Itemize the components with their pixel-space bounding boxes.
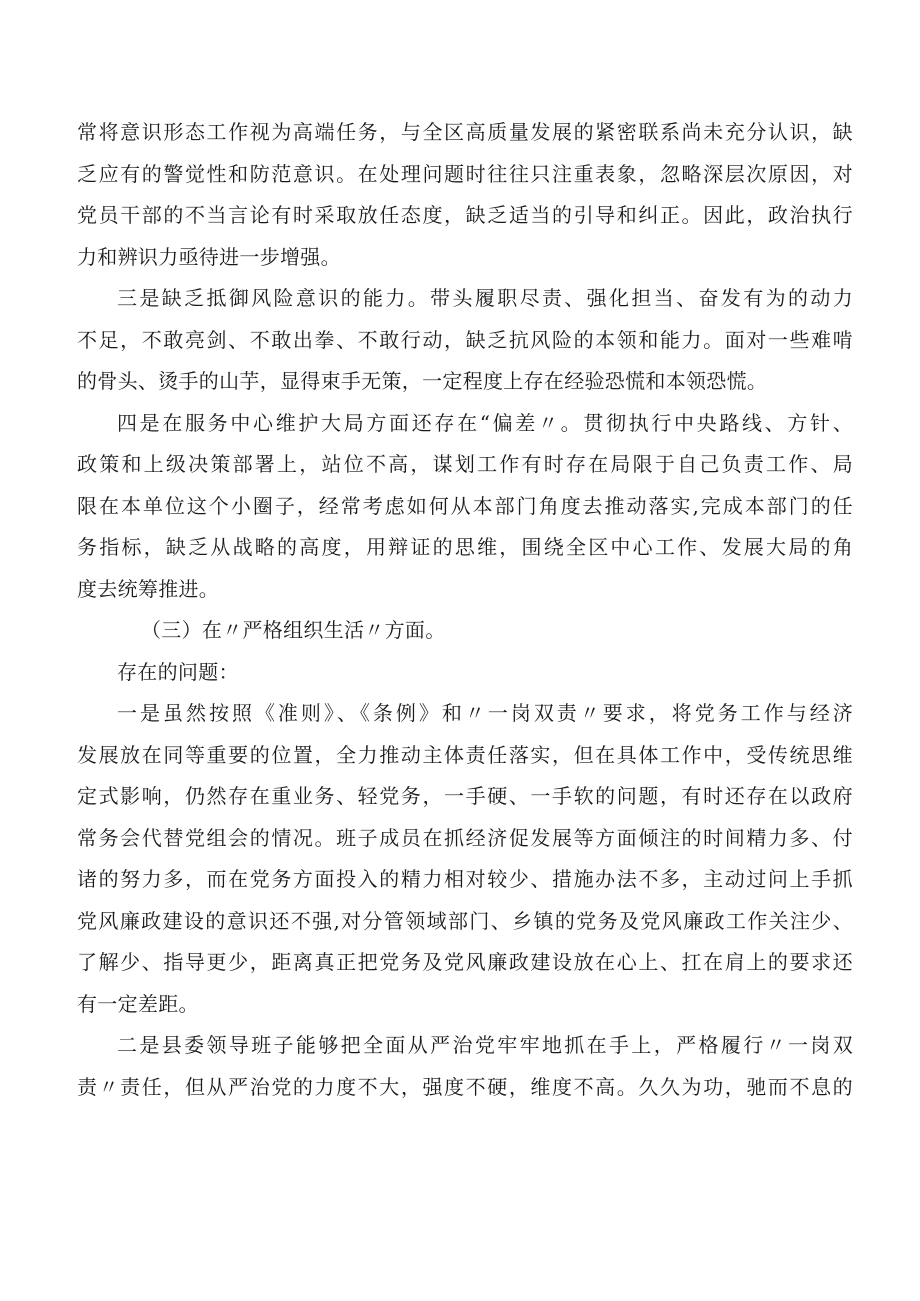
problems-label [77,652,853,694]
paragraph-point-one [77,693,853,1025]
text-line: 责〃责任，但从严治党的力度不大，强度不硬，维度不高。久久为功，驰而不息的 [77,1074,853,1099]
text-line: 务指标，缺乏从战略的高度，用辩证的思维，围绕全区中心工作、发展大局的角 [77,535,853,559]
text-line: 度去统筹推进。 [77,576,220,601]
text-line: 党员干部的不当言论有时采取放任态度，缺乏适当的引导和纠正。因此，政治执行 [77,203,853,227]
text-line: 党风廉政建设的意识还不强,对分管领域部门、乡镇的党务及党风廉政工作关注少、 [77,908,853,933]
text-line: 常将意识形态工作视为高端任务，与全区高质量发展的紧密联系尚未充分认识，缺 [77,120,853,144]
section-heading [77,610,853,652]
text-line: 力和辨识力亟待进一步增强。 [77,244,341,269]
text-line: 的骨头、烫手的山芋，显得束手无策，一定程度上存在经验恐慌和本领恐慌。 [77,369,768,393]
text-line: 了解少、指导更少，距离真正把党务及党风廉政建设放在心上、扛在肩上的要求还 [77,950,853,974]
paragraph-ideology-continuation [77,112,853,278]
text-line: 有一定差距。 [77,991,199,1016]
text-line: 限在本单位这个小圈子，经常考虑如何从本部门角度去推动落实,完成本部门的任 [77,493,853,518]
document-body [77,112,853,1108]
text-line: 四是在服务中心维护大局方面还存在“偏差〃。贯彻执行中央路线、方针、 [117,410,853,435]
text-line: 诸的努力多，而在党务方面投入的精力相对较少、措施办法不多，主动过问上手抓 [77,867,853,891]
paragraph-point-two [77,1025,853,1108]
section-heading-text: （三）在〃严格组织生活〃方面。 [141,618,446,642]
text-line: 三是缺乏抵御风险意识的能力。带头履职尽责、强化担当、奋发有为的动力 [117,286,853,310]
text-line: 发展放在同等重要的位置，全力推动主体责任落实，但在具体工作中，受传统思维 [77,742,853,767]
text-line: 不足，不敢亮剑、不敢出拳、不敢行动，缺乏抗风险的本领和能力。面对一些难啃 [77,327,853,352]
text-line: 乏应有的警觉性和防范意识。在处理问题时往往只注重表象，忽略深层次原因，对 [77,161,853,186]
paragraph-point-four [77,403,853,611]
text-line: 一是虽然按照《准则》、《条例》和〃一岗双责〃要求，将党务工作与经济 [117,701,853,725]
text-line: 二是县委领导班子能够把全面从严治党牢牢地抓在手上，严格履行〃一岗双 [117,1033,853,1057]
problems-label-text: 存在的问题： [117,659,239,684]
text-line: 政策和上级决策部署上，站位不高，谋划工作有时存在局限于自己负责工作、局 [77,452,853,476]
paragraph-point-three [77,278,853,403]
text-line: 常务会代替党组会的情况。班子成员在抓经济促发展等方面倾注的时间精力多、付 [77,825,853,850]
text-line: 定式影响，仍然存在重业务、轻党务，一手硬、一手软的问题，有时还存在以政府 [77,784,853,808]
